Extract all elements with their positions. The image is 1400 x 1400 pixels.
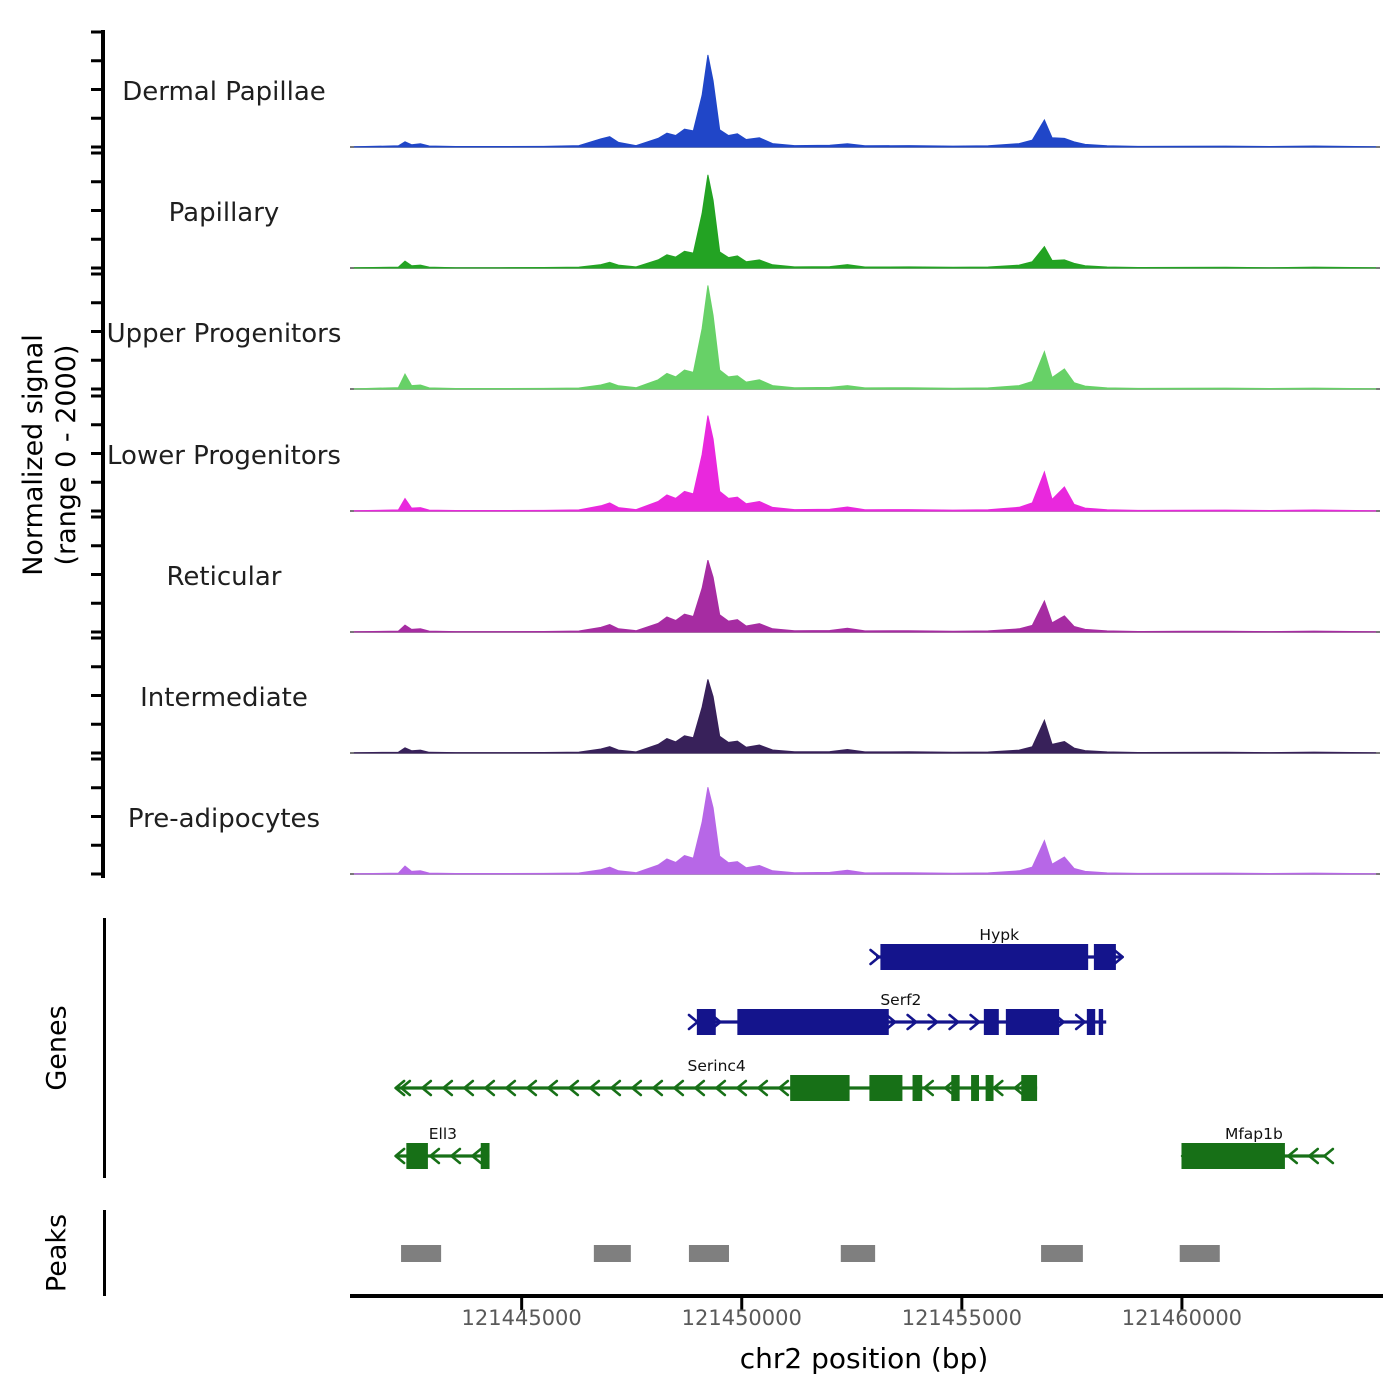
signal-track-upper-progenitors — [354, 286, 1375, 390]
y-axis-label-line2: (range 0 - 2000) — [51, 344, 82, 566]
gene-label-hypk: Hypk — [979, 926, 1020, 944]
gene-exon-serf2 — [984, 1009, 999, 1035]
gene-exon-serinc4 — [951, 1075, 959, 1101]
gene-exon-serf2 — [697, 1009, 716, 1035]
gene-exon-serinc4 — [1021, 1075, 1037, 1101]
gene-label-mfap1b: Mfap1b — [1224, 1125, 1283, 1143]
peaks-spine — [103, 1210, 106, 1296]
gene-exon-serinc4 — [913, 1075, 923, 1101]
genes-section-label: Genes — [41, 1005, 73, 1091]
x-tick-label-3: 121460000 — [1121, 1306, 1243, 1330]
gene-exon-serinc4 — [869, 1075, 902, 1101]
peak-box-1 — [594, 1245, 631, 1262]
track-label-6: Pre-adipocytes — [127, 804, 321, 834]
gene-exon-ell3 — [406, 1143, 428, 1169]
x-tick-label-2: 121455000 — [901, 1306, 1022, 1330]
y-axis-label — [17, 334, 83, 576]
strand-arrow-left-icon — [1324, 1149, 1333, 1163]
gene-exon-serf2 — [737, 1009, 888, 1035]
track-label-1: Papillary — [168, 198, 280, 228]
gene-label-serinc4: Serinc4 — [687, 1057, 746, 1075]
gene-exon-serinc4 — [971, 1075, 979, 1101]
track-label-4: Reticular — [166, 562, 282, 592]
peak-box-0 — [401, 1245, 441, 1262]
x-tick-label-0: 121445000 — [461, 1306, 582, 1330]
peak-box-4 — [1041, 1245, 1083, 1262]
gene-label-ell3: Ell3 — [428, 1125, 458, 1143]
signal-track-intermediate — [354, 679, 1375, 753]
gene-label-serf2: Serf2 — [880, 991, 922, 1009]
peak-box-5 — [1180, 1245, 1220, 1262]
track-label-0: Dermal Papillae — [122, 77, 326, 107]
signal-track-dermal-papillae — [354, 55, 1375, 147]
track-label-2: Upper Progenitors — [106, 319, 342, 349]
peak-box-2 — [689, 1245, 729, 1262]
gene-exon-ell3 — [481, 1143, 490, 1169]
signal-track-pre-adipocytes — [354, 787, 1375, 874]
strand-arrow-right-icon — [871, 950, 880, 964]
signal-track-papillary — [354, 175, 1375, 268]
signal-track-reticular — [354, 560, 1375, 632]
gene-exon-mfap1b — [1181, 1143, 1284, 1169]
gene-exon-serf2 — [1087, 1009, 1095, 1035]
gene-exon-hypk — [880, 944, 1088, 970]
track-label-5: Intermediate — [140, 683, 308, 713]
signal-track-lower-progenitors — [354, 416, 1375, 511]
x-axis-title: chr2 position (bp) — [739, 1342, 989, 1375]
gene-exon-serinc4 — [986, 1075, 994, 1101]
gene-exon-serinc4 — [790, 1075, 849, 1101]
genes-spine — [103, 918, 106, 1178]
x-axis-line — [350, 1294, 1383, 1298]
track-label-3: Lower Progenitors — [107, 441, 341, 471]
gene-exon-serf2 — [1099, 1009, 1103, 1035]
y-axis-label-line1: Normalized signal — [18, 334, 49, 576]
peak-box-3 — [841, 1245, 875, 1262]
strand-arrow-right-icon — [689, 1015, 698, 1029]
gene-exon-serf2 — [1006, 1009, 1059, 1035]
peaks-section-label: Peaks — [41, 1213, 73, 1293]
gene-exon-hypk — [1094, 944, 1116, 970]
x-tick-label-1: 121450000 — [681, 1306, 802, 1330]
